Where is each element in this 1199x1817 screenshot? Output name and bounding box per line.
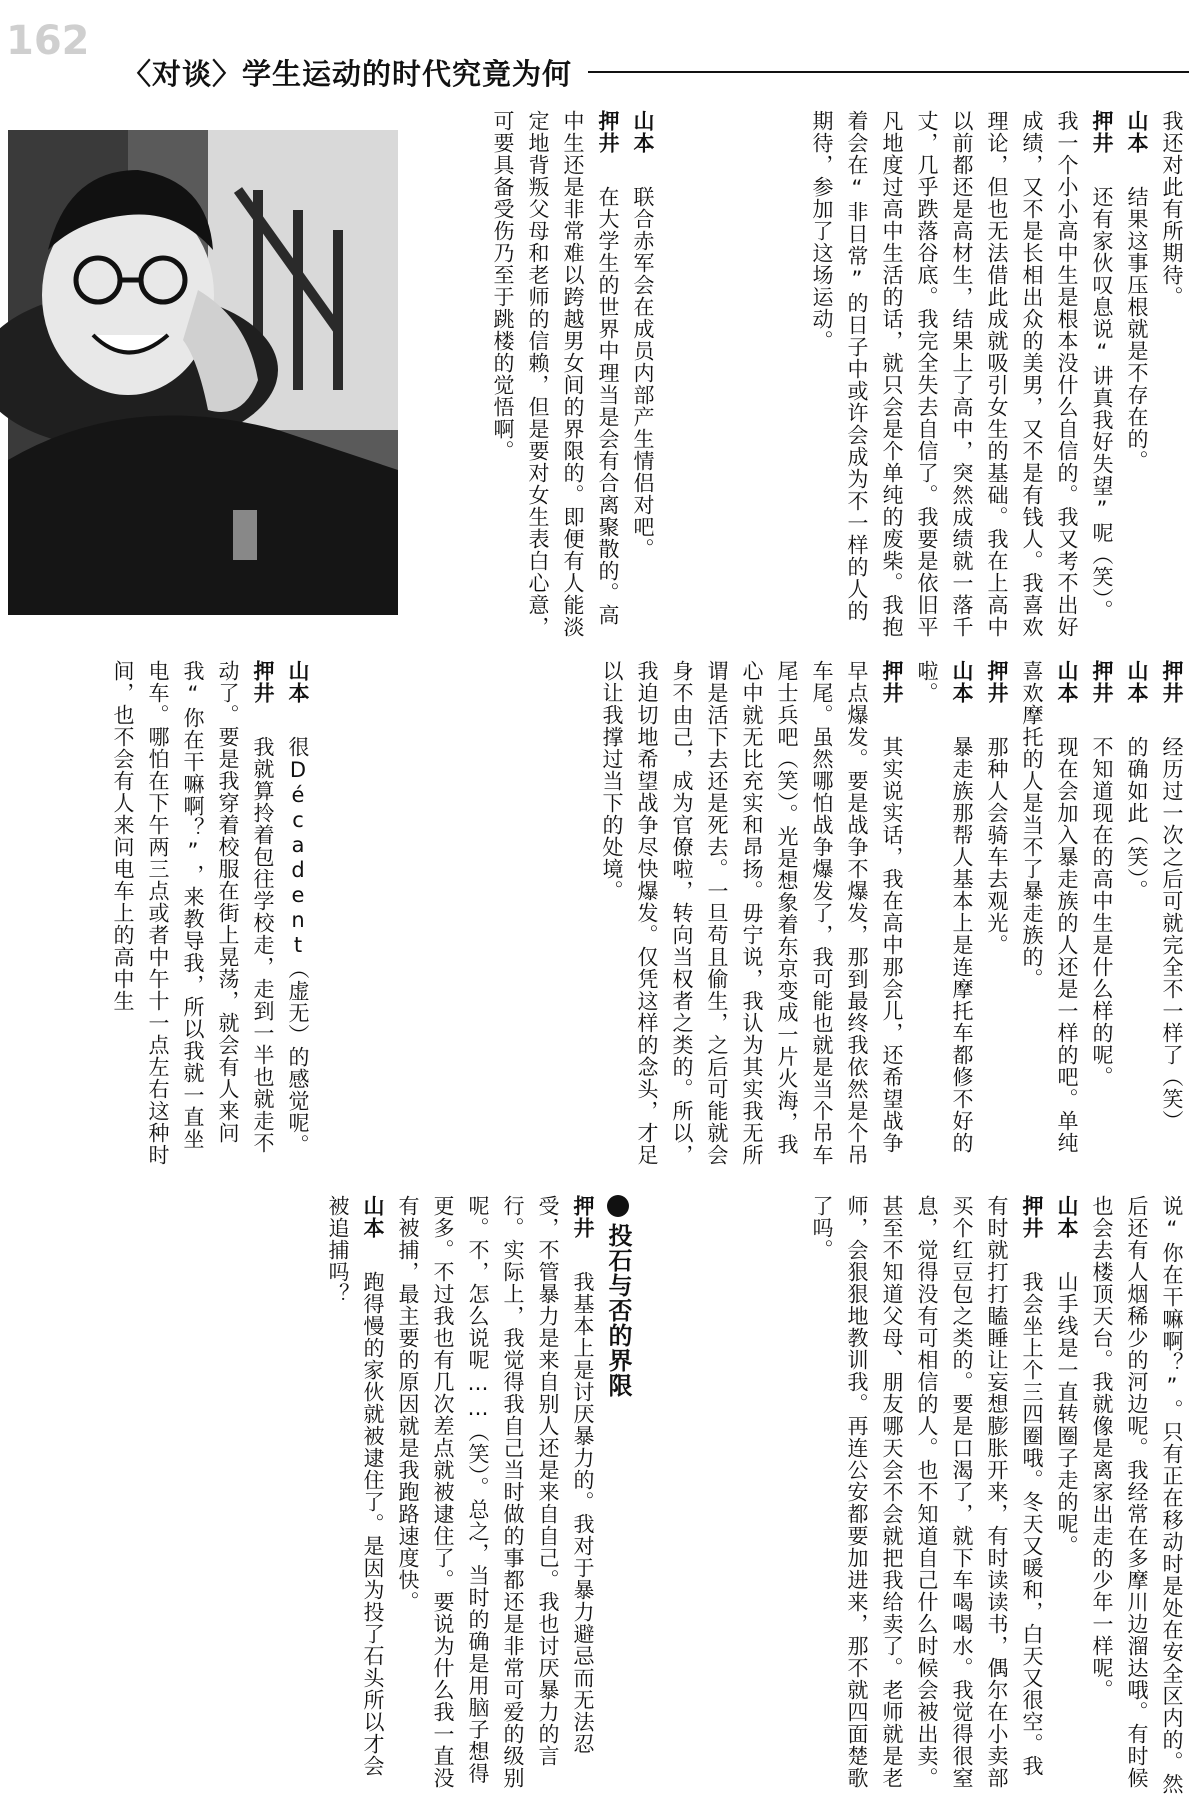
dialogue-text: 现在会加入暴走族的人还是一样的吧。单纯喜欢摩托的人是当不了暴走族的。 [1020, 660, 1079, 1154]
speaker-name: 押井 [985, 660, 1009, 704]
dialogue-text: 山手线是一直转圈子走的呢。 [1055, 1271, 1079, 1557]
column-upper-right [769, 110, 1189, 640]
speaker-name: 押井 [571, 1195, 595, 1239]
speaker-name: 山本 [1125, 660, 1149, 704]
speaker-name: 押井 [880, 660, 904, 704]
speaker-name: 押井 [596, 110, 620, 154]
dialogue-paragraph [804, 110, 1119, 640]
dialogue-text: 联合赤军会在成员内部产生情侣对吧。 [631, 186, 655, 560]
dialogue-paragraph [1119, 110, 1154, 640]
dialogue-text: 其实说实话，我在高中那会儿，还希望战争早点爆发。要是战争不爆发，那到最终我依然是个吊车尾。虽然哪怕战争爆发了，我可能也就是当个吊车尾士兵吧（笑）。光是想象着东京变成一片火海，我心中就无比充实和昂扬。毋宁说，我认为其实我无所谓是活下去还是死去。一旦苟且偷生，之后可能就会身不由己，成为官僚啦，转向当权者之类的。所以，我迫切地希望战争尽快爆发。仅凭这样的念头，才足以让我撑过当下的处境。 [600, 660, 904, 1166]
dialogue-text: 我会坐上个三四圈哦。冬天又暖和，白天又很空。我有时就打打瞌睡让妄想膨胀开来，有时读读书，偶尔在小卖部买个红豆包之类的。要是口渴了，就下车喝喝水。我觉得很窒息，觉得没有可相信的人。也不知道自己什么时候会被出卖。甚至不知道父母、朋友哪天会不会就把我给卖了。老师就是老师，会狠狠地教训我。再连公安都要加进来，那不就四面楚歌了吗。 [810, 1195, 1044, 1789]
dialogue-paragraph [320, 1195, 390, 1795]
dialogue-paragraph [594, 660, 909, 1170]
dialogue-paragraph [1014, 660, 1084, 1170]
portrait-image [8, 130, 398, 615]
speaker-name: 山本 [286, 660, 310, 704]
dialogue-paragraph [1084, 660, 1119, 1170]
page-number: 162 [6, 18, 90, 64]
dialogue-text: 说“你在干嘛啊？”。只有正在移动时是处在安全区内的。然后还有人烟稀少的河边呢。我经常在多摩川边溜达哦。有时候也会去楼顶天台。我就像是离家出走的少年一样呢。 [1090, 1195, 1184, 1795]
dialogue-paragraph [390, 1195, 600, 1795]
dialogue-text: 我还对此有所期待。 [1160, 110, 1184, 308]
dialogue-paragraph [280, 660, 315, 1170]
dialogue-text: 经历过一次之后可就完全不一样了（笑） [1160, 736, 1184, 1132]
dialogue-text: 跑得慢的家伙就被逮住了。是因为投了石头所以才会被追捕吗？ [326, 1195, 385, 1777]
dialogue-paragraph [625, 110, 660, 640]
dialogue-paragraph [105, 660, 280, 1170]
speaker-name: 押井 [1160, 660, 1184, 704]
dialogue-text: 不知道现在的高中生是什么样的呢。 [1090, 736, 1114, 1088]
article-title: 〈对谈〉学生运动的时代究竟为何 [122, 56, 573, 91]
portrait-photo [8, 130, 398, 615]
dialogue-text: 还有家伙叹息说“讲真我好失望”呢（笑）。我一个小小高中生是根本没什么自信的。我又考不出好成绩，又不是长相出众的美男，又不是有钱人。我喜欢理论，但也无法借此成就吸引女生的基础。我在上高中以前都还是高材生，结果上了高中，突然成绩就一落千丈，几乎跌落谷底。我完全失去自信了。我要是依旧平凡地度过高中生活的话，就只会是个单纯的废柴。我抱着会在“非日常”的日子中或许会成为不一样的人的期待，参加了这场运动。 [810, 110, 1114, 638]
dialogue-text: 暴走族那帮人基本上是连摩托车都修不好的啦。 [915, 660, 974, 1154]
column-lower-left [125, 1195, 635, 1795]
speaker-name: 山本 [1055, 660, 1079, 704]
dialogue-text: 我就算拎着包往学校走，走到一半也就走不动了。要是我穿着校服在街上晃荡，就会有人来问我“你在干嘛啊？”，来教导我，所以我就一直坐电车。哪怕在下午两三点或者中午十一点左右这种时间，也不会有人来问电车上的高中生 [111, 660, 275, 1166]
dialogue-text: 那种人会骑车去观光。 [985, 736, 1009, 956]
speaker-name: 山本 [361, 1195, 385, 1239]
dialogue-paragraph [1049, 1195, 1084, 1795]
speaker-name: 押井 [1090, 110, 1114, 154]
header-rule [588, 71, 1189, 73]
dialogue-paragraph [485, 110, 625, 640]
section-heading-text: 投石与否的界限 [604, 1223, 632, 1398]
column-middle-right [600, 660, 1189, 1170]
column-middle-left [111, 660, 315, 1170]
dialogue-text: 结果这事压根就是不存在的。 [1125, 186, 1149, 472]
dialogue-paragraph [979, 660, 1014, 1170]
section-heading [600, 1195, 635, 1795]
article-header [122, 48, 1189, 96]
speaker-name: 押井 [1090, 660, 1114, 704]
dialogue-paragraph [804, 1195, 1049, 1795]
dialogue-paragraph [909, 660, 979, 1170]
dialogue-text: 在大学生的世界中理当是会有合离聚散的。高中生还是非常难以跨越男女间的界限的。即便有人能淡定地背叛父母和老师的信赖，但是要对女生表白心意，可要具备受伤乃至于跳楼的觉悟啊。 [491, 110, 620, 638]
speaker-name: 押井 [1020, 1195, 1044, 1239]
speaker-name: 押井 [251, 660, 275, 704]
speaker-name: 山本 [950, 660, 974, 704]
dialogue-text: 很Décadent（虚无）的感觉呢。 [286, 736, 310, 1156]
dialogue-text: 的确如此（笑）。 [1125, 736, 1149, 902]
speaker-name: 山本 [631, 110, 655, 154]
dialogue-paragraph [1154, 110, 1189, 640]
speaker-name: 山本 [1055, 1195, 1079, 1239]
speaker-name: 山本 [1125, 110, 1149, 154]
dialogue-text: 我基本上是讨厌暴力的。我对于暴力避忌而无法忍受，不管暴力是来自别人还是来自自己。我也讨厌暴力的言行。实际上，我觉得我自己当时做的事都还是非常可爱的级别呢。不，怎么说呢……（笑）。总之，当时的确是用脑子想得更多。不过我也有几次差点就被逮住了。要说为什么我一直没有被捕，最主要的原因就是我跑路速度快。 [396, 1195, 595, 1789]
dialogue-paragraph [1119, 660, 1154, 1170]
column-lower-right [659, 1195, 1189, 1795]
dialogue-paragraph [1154, 660, 1189, 1170]
dialogue-paragraph [1084, 1195, 1189, 1795]
bullet-icon [607, 1195, 629, 1217]
column-upper-left [420, 110, 660, 640]
